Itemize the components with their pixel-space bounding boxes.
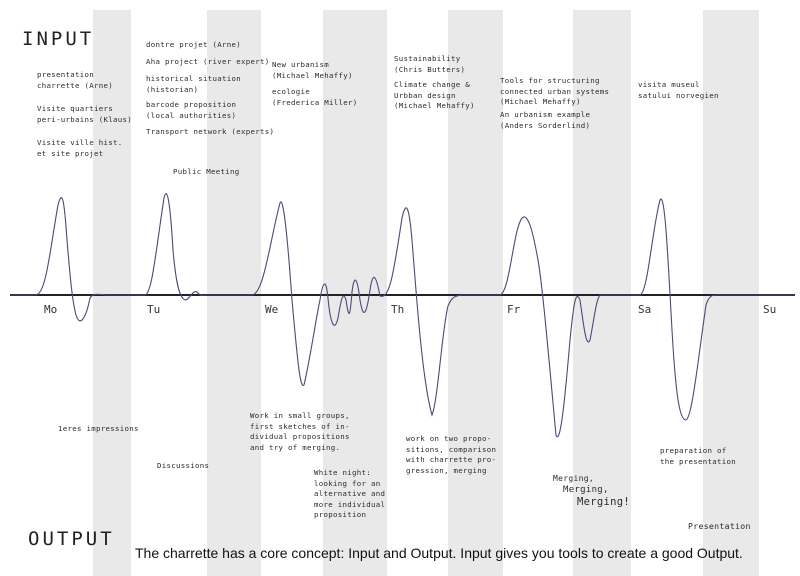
day-label: Sa — [638, 303, 652, 316]
input-note: Aha project (river expert) — [146, 57, 270, 66]
input-note: Tools for structuring connected urban systems (Michael Mehaffy) — [500, 76, 610, 106]
output-note: work on two propo- sitions, comparison with charrette pro- gression, merging — [406, 434, 497, 475]
output-note: 1eres impressions — [58, 424, 139, 433]
caption: The charrette has a core concept: Input and Output. Input gives you tools to create a good Output. — [135, 545, 743, 561]
day-label: We — [265, 303, 279, 316]
output-heading: OUTPUT — [28, 528, 115, 550]
output-note: Merging! — [577, 496, 630, 508]
input-note: Visite ville hist. et site projet — [37, 138, 123, 158]
input-note: Public Meeting — [173, 167, 240, 176]
output-note: Merging, — [563, 485, 609, 495]
day-label: Fr — [507, 303, 521, 316]
input-note: visita museul satului norvegien — [638, 80, 719, 100]
output-note: Discussions — [157, 461, 210, 470]
input-note: historical situation (historian) — [146, 74, 241, 94]
input-note: barcode proposition (local authorities) — [146, 100, 237, 120]
input-note: An urbanism example (Anders Sorderlind) — [500, 110, 591, 130]
input-note: dontre projet (Arne) — [146, 40, 241, 49]
output-note: White night: looking for an alternative and more individual proposition — [314, 468, 386, 519]
output-note: preparation of the presentation — [660, 446, 736, 466]
input-note: Sustainability (Chris Butters) — [394, 54, 466, 74]
input-note: presentation charrette (Arne) — [37, 70, 113, 90]
day-label: Tu — [147, 303, 161, 316]
output-note: Work in small groups, first sketches of in- dividual propositions and try of merging. — [250, 411, 350, 452]
input-note: Visite quartiers peri-urbains (Klaus) — [37, 104, 132, 124]
input-note: Climate change & Urbban design (Michael Mehaffy) — [394, 80, 475, 110]
input-note: New urbanism (Michael Mehaffy) — [272, 60, 353, 80]
output-note: Merging, — [553, 474, 594, 483]
input-note: ecologie (Frederica Miller) — [272, 87, 358, 107]
day-label: Th — [391, 303, 405, 316]
output-note: Presentation — [688, 521, 751, 531]
day-label: Su — [763, 303, 777, 316]
day-label: Mo — [44, 303, 58, 316]
input-note: Transport network (experts) — [146, 127, 275, 136]
input-heading: INPUT — [22, 28, 95, 50]
